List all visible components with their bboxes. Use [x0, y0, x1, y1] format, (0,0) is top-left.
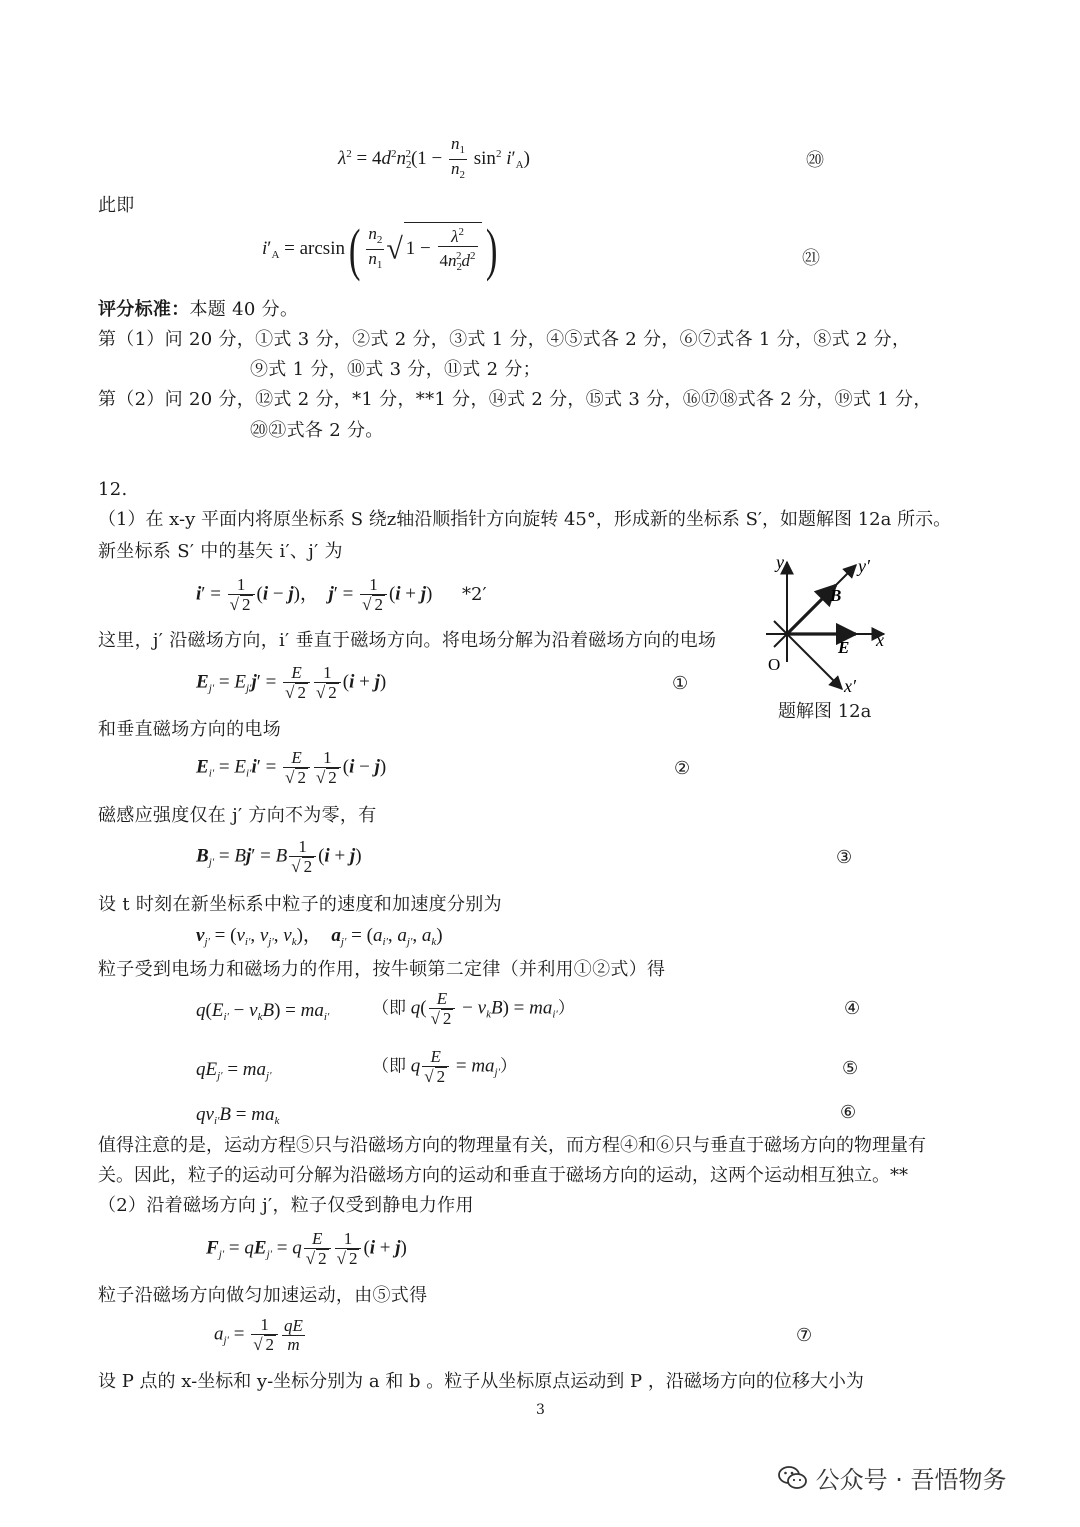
paragraph-5: 磁感应强度仅在 j′ 方向不为零，有 — [98, 805, 377, 826]
paragraph-3: 这里，j′ 沿磁场方向，i′ 垂直于磁场方向。将电场分解为沿着磁场方向的电场 — [98, 630, 717, 651]
equation-1: $E_{j'} = E_{j'}j'$ = $\frac{E}{√ 2}$ $\frac{1}{√ 2}$ (i + j) — [196, 663, 387, 702]
equation-5-alt: （即 q $\frac{E}{√ 2}$ = $ma_{j'}$） — [372, 1047, 518, 1086]
paragraph-11: 粒子沿磁场方向做匀加速运动，由⑤式得 — [98, 1285, 428, 1306]
scoring-part1-a: 第（1）问 20 分，①式 3 分，②式 2 分，③式 1 分，④⑤式各 2 分，⑥⑦式各 1 分，⑧式 2 分， — [98, 329, 911, 350]
equation-tag-7: ⑦ — [796, 1325, 813, 1346]
equation-20: $\lambda^2 = 4d^2n_2^2(1$ − $\frac{n_1}{n_2}$ $\sin^2 i'_A$) — [338, 134, 530, 181]
figure-B-vector — [787, 585, 836, 634]
equation-5-ji-open: （即 — [372, 1056, 406, 1077]
equation-velocity-acceleration: $v_{j'} = (v_{i'}$, $v_{j'}$, $v_k$)， $a_{j'} = (a_{i'}$, $a_{j'}$, $a_k$) — [196, 925, 443, 948]
scoring-total: 本题 40 分。 — [189, 299, 299, 320]
scoring-part2-a: 第（2）问 20 分，⑫式 2 分，*1 分，**1 分，⑭式 2 分，⑮式 3 分，⑯⑰⑱式各 2 分，⑲式 1 分， — [98, 389, 932, 410]
equation-tag-5: ⑤ — [842, 1058, 859, 1079]
equation-tag-21: ㉑ — [802, 248, 820, 269]
footer-text: 公众号 · 吾悟物务 — [815, 1466, 1007, 1494]
figure-caption: 题解图 12a — [778, 701, 872, 722]
paragraph-6: 设 t 时刻在新坐标系中粒子的速度和加速度分别为 — [98, 894, 502, 915]
equation-tag-4: ④ — [844, 998, 861, 1019]
equation-4-ji-close: ） — [557, 998, 575, 1019]
figure-label-O: O — [768, 655, 781, 674]
equation-4-ji-open: （即 — [372, 998, 406, 1019]
paragraph-10: （2）沿着磁场方向 j′，粒子仅受到静电力作用 — [98, 1195, 474, 1216]
equation-2: $E_{i'} = E_{i'}i'$ = $\frac{E}{√ 2}$ $\frac{1}{√ 2}$ (i − j) — [196, 748, 387, 787]
paragraph-7: 粒子受到电场力和磁场力的作用，按牛顿第二定律（并利用①②式）得 — [98, 959, 666, 980]
paragraph-9: 关。因此，粒子的运动可分解为沿磁场方向的运动和垂直于磁场方向的运动，这两个运动相互独立。** — [98, 1165, 908, 1186]
equation-21: $i'_A = \arcsin$( $\frac{n_2}{n_1}$ √ 1 − $\frac{\lambda^2}{4n_2^2d^2}$ ) — [262, 216, 497, 282]
equation-6: $qv_{i'}B = ma_k$ — [196, 1104, 280, 1127]
equation-tag-6: ⑥ — [840, 1102, 857, 1123]
scoring-title: 评分标准： — [98, 299, 190, 320]
paragraph-4: 和垂直磁场方向的电场 — [98, 719, 281, 740]
page-number: 3 — [536, 1402, 545, 1418]
paragraph-8: 值得注意的是，运动方程⑤只与沿磁场方向的物理量有关，而方程④和⑥只与垂直于磁场方向的物理量有 — [98, 1135, 926, 1156]
figure-xprime-axis — [774, 621, 842, 689]
footer-watermark — [778, 1460, 1007, 1495]
paragraph-2: 新坐标系 S′ 中的基矢 i′、j′ 为 — [98, 541, 343, 562]
scoring-part1-b: ⑨式 1 分，⑩式 3 分，⑪式 2 分； — [250, 359, 541, 380]
wechat-icon — [778, 1465, 808, 1491]
equation-7: $a_{j'}$ = $\frac{1}{√ 2}$ $\frac{qE}{m}$ — [214, 1315, 303, 1354]
figure-label-B: B — [830, 586, 842, 605]
problem-number: 12. — [98, 479, 128, 500]
equation-3: $B_{j'} = Bj' = B$ $\frac{1}{√ 2}$ (i + j) — [196, 837, 362, 876]
equation-4-alt: （即 q( $\frac{E}{√ 2}$ − $v_kB) = ma_{i'}$） — [372, 989, 575, 1028]
equation-tag-2: ② — [674, 758, 691, 779]
equation-tag-3: ③ — [836, 847, 853, 868]
equation-tag-1: ① — [672, 673, 689, 694]
equation-4: $q(E_{i'} - v_kB) = ma_{i'}$ — [196, 1000, 330, 1023]
paragraph-12: 设 P 点的 x-坐标和 y-坐标分别为 a 和 b 。粒子从坐标原点运动到 P ，沿磁场方向的位移大小为 — [98, 1371, 864, 1392]
equation-tag-star2: *2′ — [462, 584, 487, 605]
figure-label-y: y — [776, 552, 784, 572]
figure-label-yprime: y′ — [858, 556, 870, 576]
equation-tag-20: ⑳ — [806, 150, 824, 171]
figure-label-xprime: x′ — [844, 676, 856, 696]
equation-5: $qE_{j'} = ma_{j'}$ — [196, 1059, 272, 1082]
figure-label-x: x — [876, 630, 884, 650]
scoring-header — [98, 297, 298, 323]
text-ci-ji: 此即 — [98, 195, 135, 216]
figure-12a — [758, 550, 898, 710]
figure-label-E: E — [838, 638, 850, 657]
scoring-part2-b: ⑳㉑式各 2 分。 — [250, 420, 384, 441]
paragraph-1: （1）在 x-y 平面内将原坐标系 S 绕z轴沿顺指针方向旋转 45°，形成新的坐标系 S′，如题解图 12a 所示。 — [98, 509, 952, 530]
equation-force: $F_{j'} = qE_{j'} = q$ $\frac{E}{√ 2}$ $\frac{1}{√ 2}$ (i + j) — [206, 1229, 407, 1268]
equation-5-ji-close: ） — [500, 1056, 518, 1077]
equation-basis-vectors: i′ = $\frac{1}{√ 2}$ (i − j)， j′ = $\frac{1}{√ 2}$ (i + j) — [196, 575, 433, 614]
